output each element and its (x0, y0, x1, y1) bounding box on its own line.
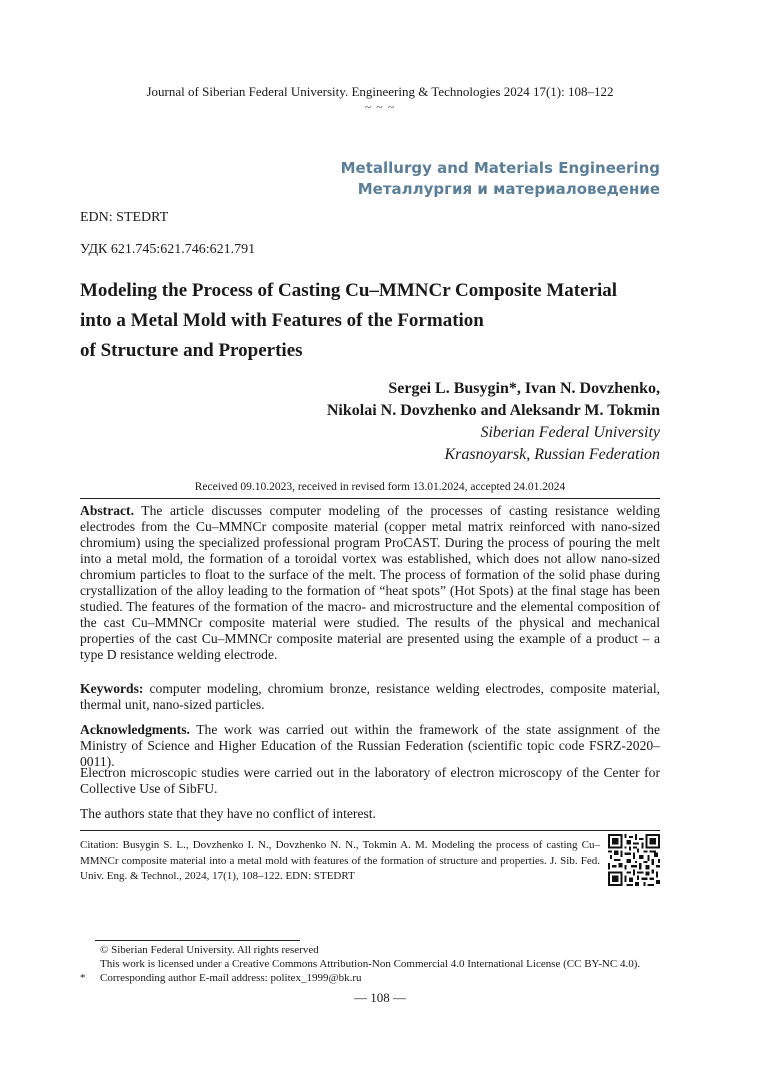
page-number: — 108 — (354, 990, 406, 1005)
affiliation-line-1: Siberian Federal University (480, 424, 660, 441)
keywords-text: computer modeling, chromium bronze, resistance welding electrodes, composite material, thermal unit, nano-sized particles. (80, 681, 660, 712)
copyright-text: © Siberian Federal University. All rights reserved (100, 944, 319, 956)
affiliation-line-2: Krasnoyarsk, Russian Federation (444, 446, 660, 463)
conflict-paragraph: The authors state that they have no conflict of interest. (80, 806, 376, 821)
section-heading-en: Metallurgy and Materials Engineering (340, 159, 660, 177)
footnote-license (80, 957, 680, 971)
authors-line-1: Sergei L. Busygin*, Ivan N. Dovzhenko, (388, 380, 660, 397)
keywords-label: Keywords: (80, 681, 144, 696)
acknowledgments-paragraph (80, 722, 660, 770)
title-line-2: into a Metal Mold with Features of the Formation (80, 310, 484, 331)
license-text: This work is licensed under a Creative Commons Attribution-Non Commercial 4.0 International License (CC BY-NC 4.0). (100, 958, 641, 970)
citation-text: Citation: Busygin S. L., Dovzhenko I. N., Dovzhenko N. N., Tokmin A. M. Modeling the process of casting Cu–MMNCr composite material into a metal mold with features of the formation of structure and properties. J. Sib. Fed. Univ. Eng. & Technol., 2024, 17(1), 108–122. EDN: STEDRT (80, 839, 600, 882)
acknowledgments-label: Acknowledgments. (80, 722, 190, 737)
footnote-copyright (80, 943, 680, 957)
section-heading (341, 158, 660, 200)
footnote-star: * (80, 972, 86, 984)
divider-citation (80, 830, 660, 831)
corresponding-email[interactable]: Corresponding author E-mail address: politex_1999@bk.ru (100, 972, 362, 984)
article-title (80, 276, 680, 366)
header-tilde: ~ ~ ~ (364, 100, 396, 114)
divider-top (80, 498, 660, 499)
abstract-label: Abstract. (80, 503, 134, 518)
title-line-1: Modeling the Process of Casting Cu–MMNCr Composite Material (80, 280, 618, 301)
authors-block (327, 378, 660, 466)
section-heading-ru: Металлургия и материаловедение (357, 180, 660, 198)
abstract-paragraph (80, 503, 660, 663)
acknowledgments-text: The work was carried out within the framework of the state assignment of the Ministry of Science and Higher Education of the Russian Federation (scientific topic code FSRZ-2020–0011). (80, 722, 660, 769)
title-line-3: of Structure and Properties (80, 340, 303, 361)
journal-header: Journal of Siberian Federal University. Engineering & Technologies 2024 17(1): 108–122 (146, 84, 614, 99)
keywords-paragraph (80, 681, 660, 713)
received-dates: Received 09.10.2023, received in revised form 13.01.2024, accepted 24.01.2024 (194, 481, 566, 493)
udk-code: УДК 621.745:621.746:621.791 (80, 242, 256, 257)
abstract-text: The article discusses computer modeling of the processes of casting resistance welding electrodes from the Cu–MMNCr composite material (copper metal matrix reinforced with nano-sized chromium) using the specialized professional program ProCAST. During the process of pouring the melt into a metal mold, the formation of a toroidal vortex was established, which does not allow nano-sized chromium particles to float to the surface of the melt. The process of formation of the solid phase during crystallization of the alloy leading to the formation of “heat spots” (Hot Spots) at the final stage has been studied. The features of the formation of the macro- and microstructure and the elemental composition of the cast Cu–MMNCr composite material were studied. The results of the physical and mechanical properties of the cast Cu–MMNCr composite material are presented using the example of a product – a type D resistance welding electrode. (80, 503, 660, 662)
footnote-corresponding (80, 971, 680, 985)
authors-line-2: Nikolai N. Dovzhenko and Aleksandr M. Tokmin (326, 402, 660, 419)
footnote-divider (95, 940, 300, 941)
edn-code: EDN: STEDRT (80, 210, 169, 225)
qr-code-icon (608, 834, 660, 886)
electron-paragraph: Electron microscopic studies were carried out in the laboratory of electron microscopy of the Center for Collective Use of SibFU. (80, 765, 660, 796)
